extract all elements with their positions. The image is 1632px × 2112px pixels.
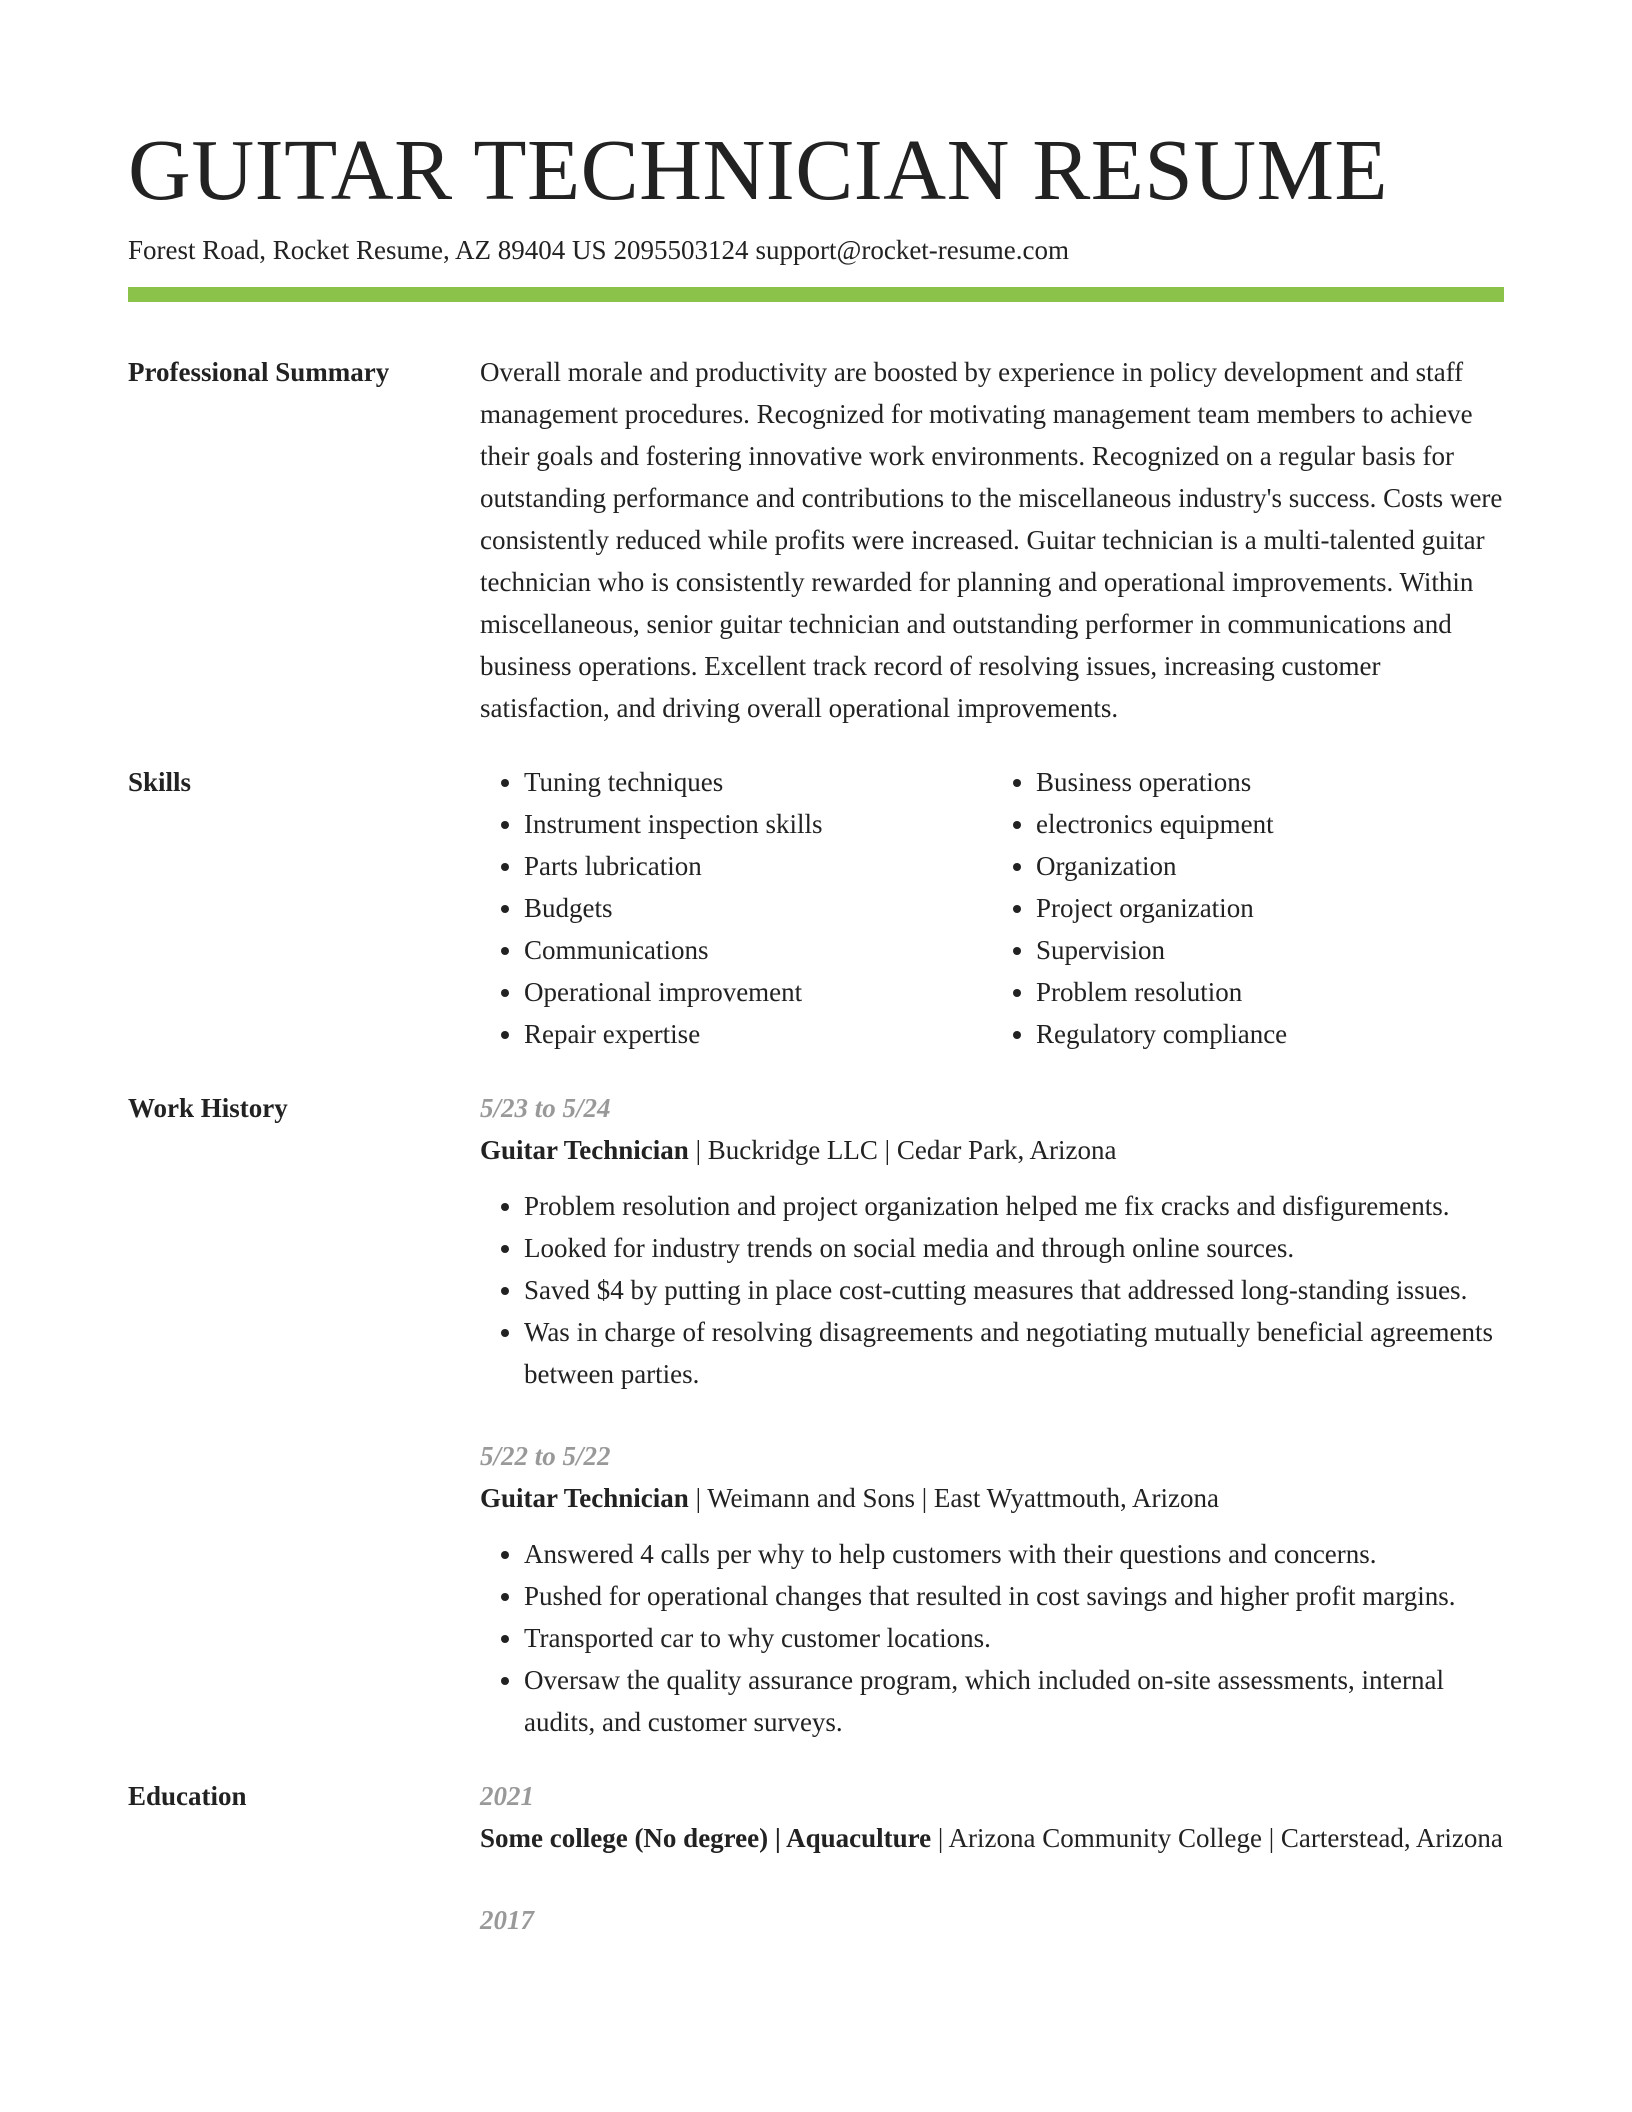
skill-item: • Business operations xyxy=(1036,761,1504,803)
education-section xyxy=(128,1775,1504,1941)
skill-item: • Project organization xyxy=(1036,887,1504,929)
skill-item: • Operational improvement xyxy=(524,971,992,1013)
job-employer-location: | Buckridge LLC | Cedar Park, Arizona xyxy=(688,1135,1117,1165)
education-body xyxy=(480,1775,1504,1941)
job-entry xyxy=(480,1435,1504,1743)
job-heading xyxy=(480,1129,1504,1171)
job-bullet: • Was in charge of resolving disagreements and negotiating mutually beneficial agreements between parties. xyxy=(524,1311,1504,1395)
job-bullet: • Answered 4 calls per why to help customers with their questions and concerns. xyxy=(524,1533,1504,1575)
skills-grid xyxy=(480,761,1504,1055)
contact-line xyxy=(128,231,1504,269)
skill-item: • Regulatory compliance xyxy=(1036,1013,1504,1055)
job-bullet: • Pushed for operational changes that resulted in cost savings and higher profit margins. xyxy=(524,1575,1504,1617)
education-entry xyxy=(480,1899,1504,1941)
job-bullet: • Problem resolution and project organization helped me fix cracks and disfigurements. xyxy=(524,1185,1504,1227)
job-bullet: • Oversaw the quality assurance program, which included on-site assessments, internal audits, and customer surveys. xyxy=(524,1659,1504,1743)
education-degree: Some college (No degree) | Aquaculture xyxy=(480,1823,932,1853)
skill-item: • Tuning techniques xyxy=(524,761,992,803)
job-bullets xyxy=(480,1533,1504,1743)
education-entry xyxy=(480,1775,1504,1859)
job-dates: 5/22 to 5/22 xyxy=(480,1441,611,1471)
job-dates: 5/23 to 5/24 xyxy=(480,1093,611,1123)
education-school-location: | Arizona Community College | Carterstead, Arizona xyxy=(931,1823,1503,1853)
job-bullet: • Saved $4 by putting in place cost-cutting measures that addressed long-standing issues. xyxy=(524,1269,1504,1311)
work-history-section xyxy=(128,1087,1504,1743)
job-bullet: • Looked for industry trends on social media and through online sources. xyxy=(524,1227,1504,1269)
skills-column-left xyxy=(480,761,992,1055)
job-entry xyxy=(480,1087,1504,1395)
job-bullet: • Transported car to why customer locations. xyxy=(524,1617,1504,1659)
skill-item: • Organization xyxy=(1036,845,1504,887)
skills-column-right xyxy=(992,761,1504,1055)
contact-address: Forest Road, Rocket Resume, AZ 89404 US xyxy=(128,235,607,265)
work-history-heading: Work History xyxy=(128,1093,288,1123)
skill-item: • Repair expertise xyxy=(524,1013,992,1055)
skill-item: • electronics equipment xyxy=(1036,803,1504,845)
contact-email: support@rocket-resume.com xyxy=(755,235,1070,265)
skill-item: • Parts lubrication xyxy=(524,845,992,887)
skill-item: • Problem resolution xyxy=(1036,971,1504,1013)
contact-phone: 2095503124 xyxy=(613,235,749,265)
education-heading-line xyxy=(480,1817,1504,1859)
skills-section xyxy=(128,761,1504,1055)
skill-item: • Instrument inspection skills xyxy=(524,803,992,845)
summary-text: Overall morale and productivity are boosted by experience in policy development and staff management procedures. Recognized for motivating management team members to achieve their goals and fostering innovative work environments. Recognized on a regular basis for outstanding performance and contributions to the miscellaneous industry's success. Costs were consistently reduced while profits were increased. Guitar technician is a multi-talented guitar technician who is consistently rewarded for planning and operational improvements. Within miscellaneous, senior guitar technician and outstanding performer in communications and business operations. Excellent track record of resolving issues, increasing customer satisfaction, and driving overall operational improvements. xyxy=(480,357,1503,723)
skills-body xyxy=(480,761,1504,1055)
education-heading: Education xyxy=(128,1781,247,1811)
header-divider xyxy=(128,287,1504,302)
skills-heading: Skills xyxy=(128,767,192,797)
summary-section xyxy=(128,351,1504,729)
job-title: Guitar Technician xyxy=(480,1135,689,1165)
skill-item: • Supervision xyxy=(1036,929,1504,971)
job-title: Guitar Technician xyxy=(480,1483,689,1513)
summary-heading: Professional Summary xyxy=(128,357,390,387)
skill-item: • Budgets xyxy=(524,887,992,929)
education-year: 2021 xyxy=(480,1781,534,1811)
education-year: 2017 xyxy=(480,1905,534,1935)
job-bullets xyxy=(480,1185,1504,1395)
work-history-body xyxy=(480,1087,1504,1743)
job-heading xyxy=(480,1477,1504,1519)
skill-item: • Communications xyxy=(524,929,992,971)
job-employer-location: | Weimann and Sons | East Wyattmouth, Arizona xyxy=(688,1483,1220,1513)
resume-title: GUITAR TECHNICIAN RESUME xyxy=(128,121,1389,218)
